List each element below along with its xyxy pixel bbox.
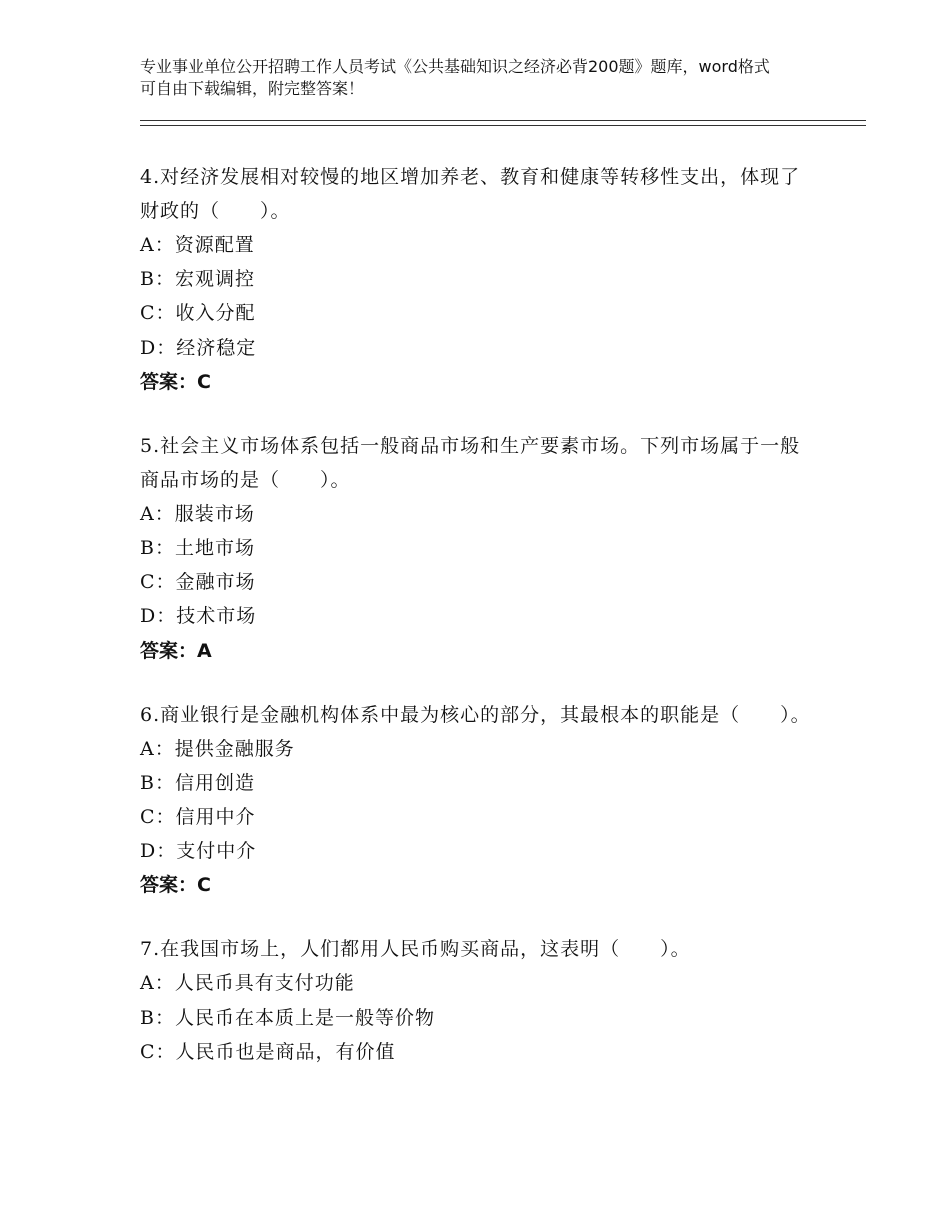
document-header xyxy=(140,56,780,100)
option-c: C：信用中介 xyxy=(140,806,256,829)
option-a: A：提供金融服务 xyxy=(140,737,295,760)
answer-line: 答案：C xyxy=(140,874,211,897)
answer-line: 答案：C xyxy=(140,370,211,393)
question-6 xyxy=(140,698,820,903)
question-stem: 6.商业银行是金融机构体系中最为核心的部分，其最根本的职能是（ ）。 xyxy=(140,703,811,726)
question-5 xyxy=(140,429,820,668)
option-a: A：人民币具有支付功能 xyxy=(140,972,355,995)
option-d: D：经济稳定 xyxy=(140,336,257,359)
option-b: B：人民币在本质上是一般等价物 xyxy=(140,1006,435,1029)
option-c: C：人民币也是商品，有价值 xyxy=(140,1040,396,1063)
option-a: A：资源配置 xyxy=(140,234,255,256)
question-stem: 4.对经济发展相对较慢的地区增加养老、教育和健康等转移性支出，体现了财政的（ ）。 xyxy=(140,166,801,222)
question-stem: 7.在我国市场上，人们都用人民币购买商品，这表明（ ）。 xyxy=(140,938,691,961)
question-4 xyxy=(140,160,820,399)
option-b: B：土地市场 xyxy=(140,537,255,560)
header-divider-top xyxy=(140,120,866,121)
option-c: C：收入分配 xyxy=(140,302,256,325)
option-c: C：金融市场 xyxy=(140,571,256,594)
question-stem: 5.社会主义市场体系包括一般商品市场和生产要素市场。下列市场属于一般商品市场的是（ ）。 xyxy=(140,434,801,491)
option-a: A：服装市场 xyxy=(140,502,255,525)
option-d: D：支付中介 xyxy=(140,840,257,863)
option-b: B：宏观调控 xyxy=(140,268,255,291)
answer-line: 答案：A xyxy=(140,639,212,662)
option-d: D：技术市场 xyxy=(140,605,257,628)
header-divider-bottom xyxy=(140,125,866,126)
header-title: 专业事业单位公开招聘工作人员考试《公共基础知识之经济必背200题》题库，word格式可自由下载编辑，附完整答案！ xyxy=(140,57,770,98)
question-list xyxy=(140,160,820,1099)
question-7 xyxy=(140,932,820,1069)
option-b: B：信用创造 xyxy=(140,771,255,794)
